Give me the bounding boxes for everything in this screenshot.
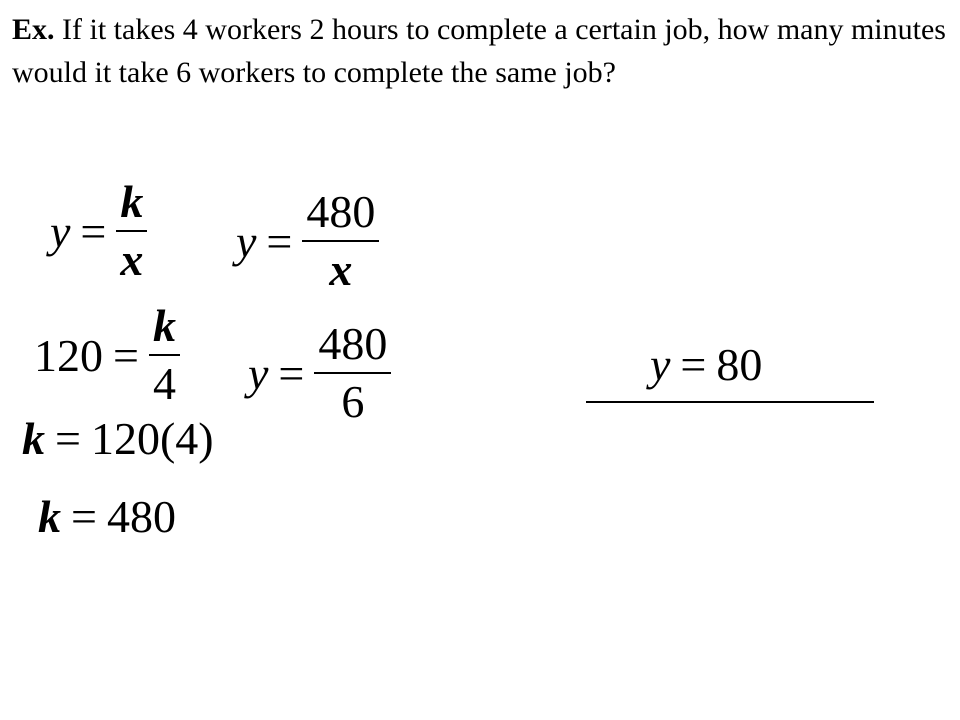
- eq-denominator: 4: [152, 358, 176, 409]
- equation-result: [650, 338, 762, 391]
- problem-text: If it takes 4 workers 2 hours to complete a certain job, how many minutes would it take 6 workers to complete the same job?: [12, 13, 946, 89]
- eq-numerator: k: [120, 176, 144, 227]
- eq-fraction: [302, 186, 379, 296]
- eq-lhs: k: [22, 413, 45, 464]
- eq-equals: =: [278, 347, 305, 399]
- eq-lhs: y: [50, 205, 71, 257]
- answer-blank-line: [586, 401, 874, 403]
- eq-denominator: x: [329, 244, 353, 295]
- equation-model: [236, 186, 379, 296]
- example-label: Ex.: [12, 13, 55, 46]
- eq-equals: =: [113, 329, 139, 381]
- equation-general-form: [50, 176, 147, 286]
- eq-equals: =: [266, 215, 293, 267]
- eq-fraction: [149, 300, 180, 410]
- equation-solve-step: [22, 412, 214, 465]
- eq-equals: =: [80, 205, 107, 257]
- eq-rhs: 120(4): [90, 413, 214, 464]
- eq-lhs: y: [236, 215, 257, 267]
- eq-equals: =: [680, 339, 707, 390]
- equation-constant: [38, 490, 176, 543]
- eq-equals: =: [71, 491, 97, 542]
- eq-numerator: 480: [306, 186, 376, 237]
- eq-equals: =: [55, 413, 81, 464]
- eq-fraction: [314, 318, 391, 428]
- equation-plug-in: [248, 318, 391, 428]
- eq-lhs: y: [248, 347, 269, 399]
- eq-denominator: 6: [341, 376, 365, 427]
- eq-numerator: k: [152, 300, 176, 351]
- eq-lhs: k: [38, 491, 61, 542]
- eq-numerator: 480: [318, 318, 388, 369]
- eq-rhs: 80: [716, 339, 763, 390]
- eq-denominator: x: [120, 234, 144, 285]
- equation-substituted: [34, 300, 180, 410]
- eq-fraction: [116, 176, 147, 286]
- problem-statement: [12, 8, 952, 94]
- eq-lhs: 120: [34, 329, 103, 381]
- eq-lhs: y: [650, 339, 671, 390]
- eq-rhs: 480: [106, 491, 176, 542]
